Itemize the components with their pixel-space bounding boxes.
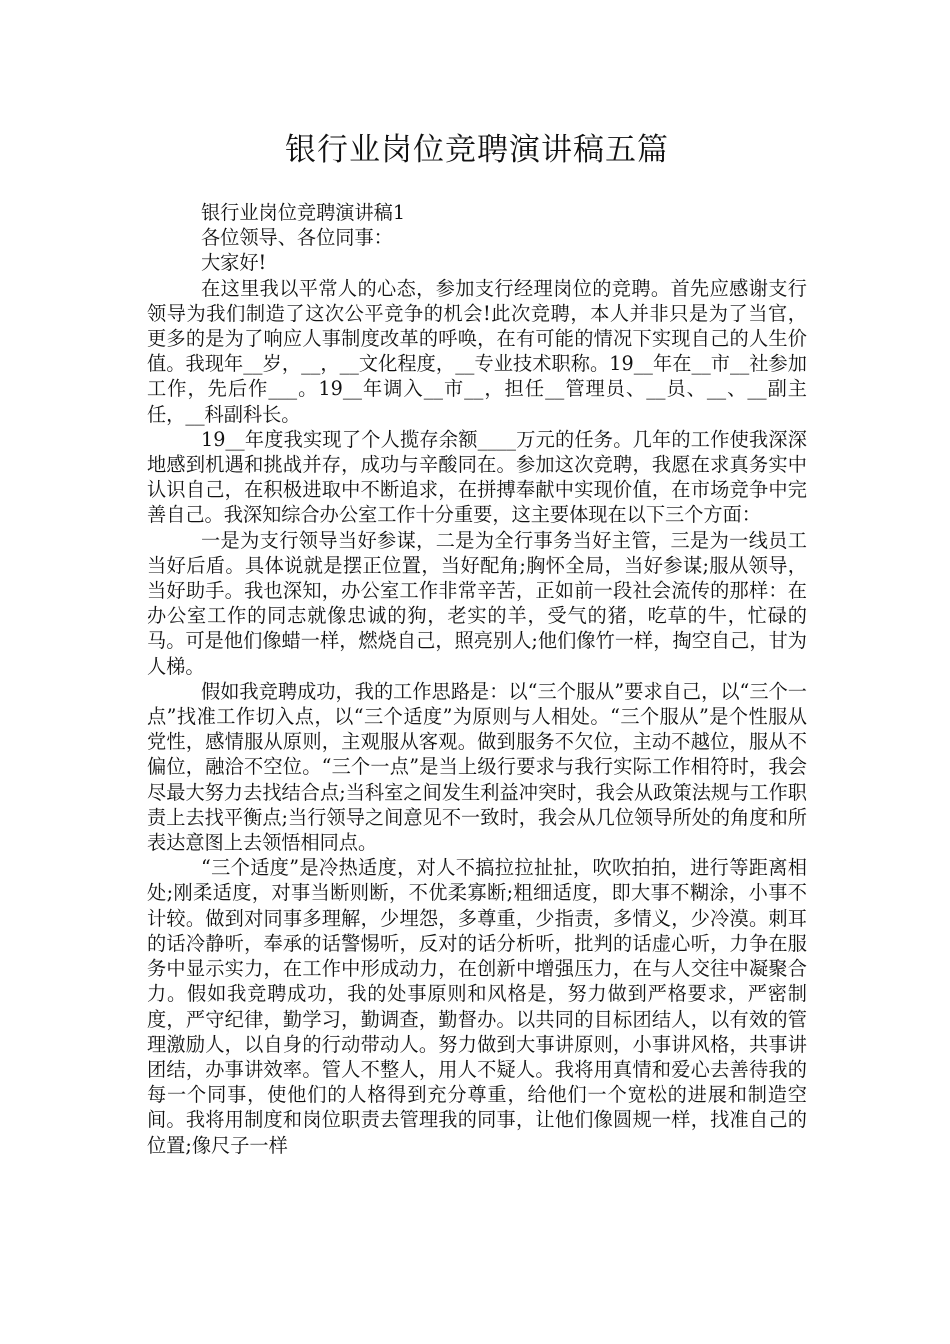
paragraph-2: 19__年度我实现了个人揽存余额____万元的任务。几年的工作使我深深地感到机遇和挑战并存，成功与辛酸同在。参加这次竞聘，我愿在求真务实中认识自己，在积极进取中不断追求，在拼搏奉献中实现价值，在市场竞争中完善自己。我深知综合办公室工作十分重要，这主要体现在以下三个方面： xyxy=(147,427,807,527)
paragraph-1: 在这里我以平常人的心态，参加支行经理岗位的竞聘。首先应感谢支行领导为我们制造了这次公平竞争的机会!此次竞聘，本人并非只是为了当官，更多的是为了响应人事制度改革的呼唤，在有可能的情况下实现自己的人生价值。我现年__岁，__，__文化程度，__专业技术职称。19__年在__市__社参加工作，先后作___。19__年调入__市__，担任__管理员、__员、__、__副主任，__科副科长。 xyxy=(147,276,807,426)
document-page xyxy=(147,128,807,1158)
paragraph-4: 假如我竞聘成功，我的工作思路是：以“三个服从”要求自己，以“三个一点”找准工作切入点，以“三个适度”为原则与人相处。“三个服从”是个性服从党性，感情服从原则，主观服从客观。做到服务不欠位，主动不越位，服从不偏位，融洽不空位。“三个一点”是当上级行要求与我行实际工作相符时，我会尽最大努力去找结合点;当科室之间发生利益冲突时，我会从政策法规与工作职责上去找平衡点;当行领导之间意见不一致时，我会从几位领导所处的角度和所表达意图上去领悟相同点。 xyxy=(147,679,807,855)
salutation: 各位领导、各位同事： xyxy=(201,226,393,250)
document-title: 银行业岗位竞聘演讲稿五篇 xyxy=(285,132,669,168)
speech-subtitle: 银行业岗位竞聘演讲稿1 xyxy=(201,201,406,224)
paragraph-3: 一是为支行领导当好参谋，二是为全行事务当好主管，三是为一线员工当好后盾。具体说就是摆正位置，当好配角;胸怀全局，当好参谋;服从领导，当好助手。我也深知，办公室工作非常辛苦，正如前一段社会流传的那样：在办公室工作的同志就像忠诚的狗，老实的羊，受气的猪，吃草的牛，忙碌的马。可是他们像蜡一样，燃烧自己，照亮别人;他们像竹一样，掏空自己，甘为人梯。 xyxy=(147,528,807,678)
paragraph-5: “三个适度”是冷热适度，对人不搞拉拉扯扯，吹吹拍拍，进行等距离相处;刚柔适度，对事当断则断，不优柔寡断;粗细适度，即大事不糊涂，小事不计较。做到对同事多理解，少埋怨，多尊重，少指责，多情义，少冷漠。刺耳的话冷静听，奉承的话警惕听，反对的话分析听，批判的话虚心听，力争在服务中显示实力，在工作中形成动力，在创新中增强压力，在与人交往中凝聚合力。假如我竞聘成功，我的处事原则和风格是，努力做到严格要求，严密制度，严守纪律，勤学习，勤调查，勤督办。以共同的目标团结人，以有效的管理激励人，以自身的行动带动人。努力做到大事讲原则，小事讲风格，共事讲团结，办事讲效率。管人不整人，用人不疑人。我将用真情和爱心去善待我的每一个同事，使他们的人格得到充分尊重，给他们一个宽松的进展和制造空间。我将用制度和岗位职责去管理我的同事，让他们像圆规一样，找准自己的位置;像尺子一样 xyxy=(147,856,807,1157)
greeting: 大家好! xyxy=(201,251,267,275)
